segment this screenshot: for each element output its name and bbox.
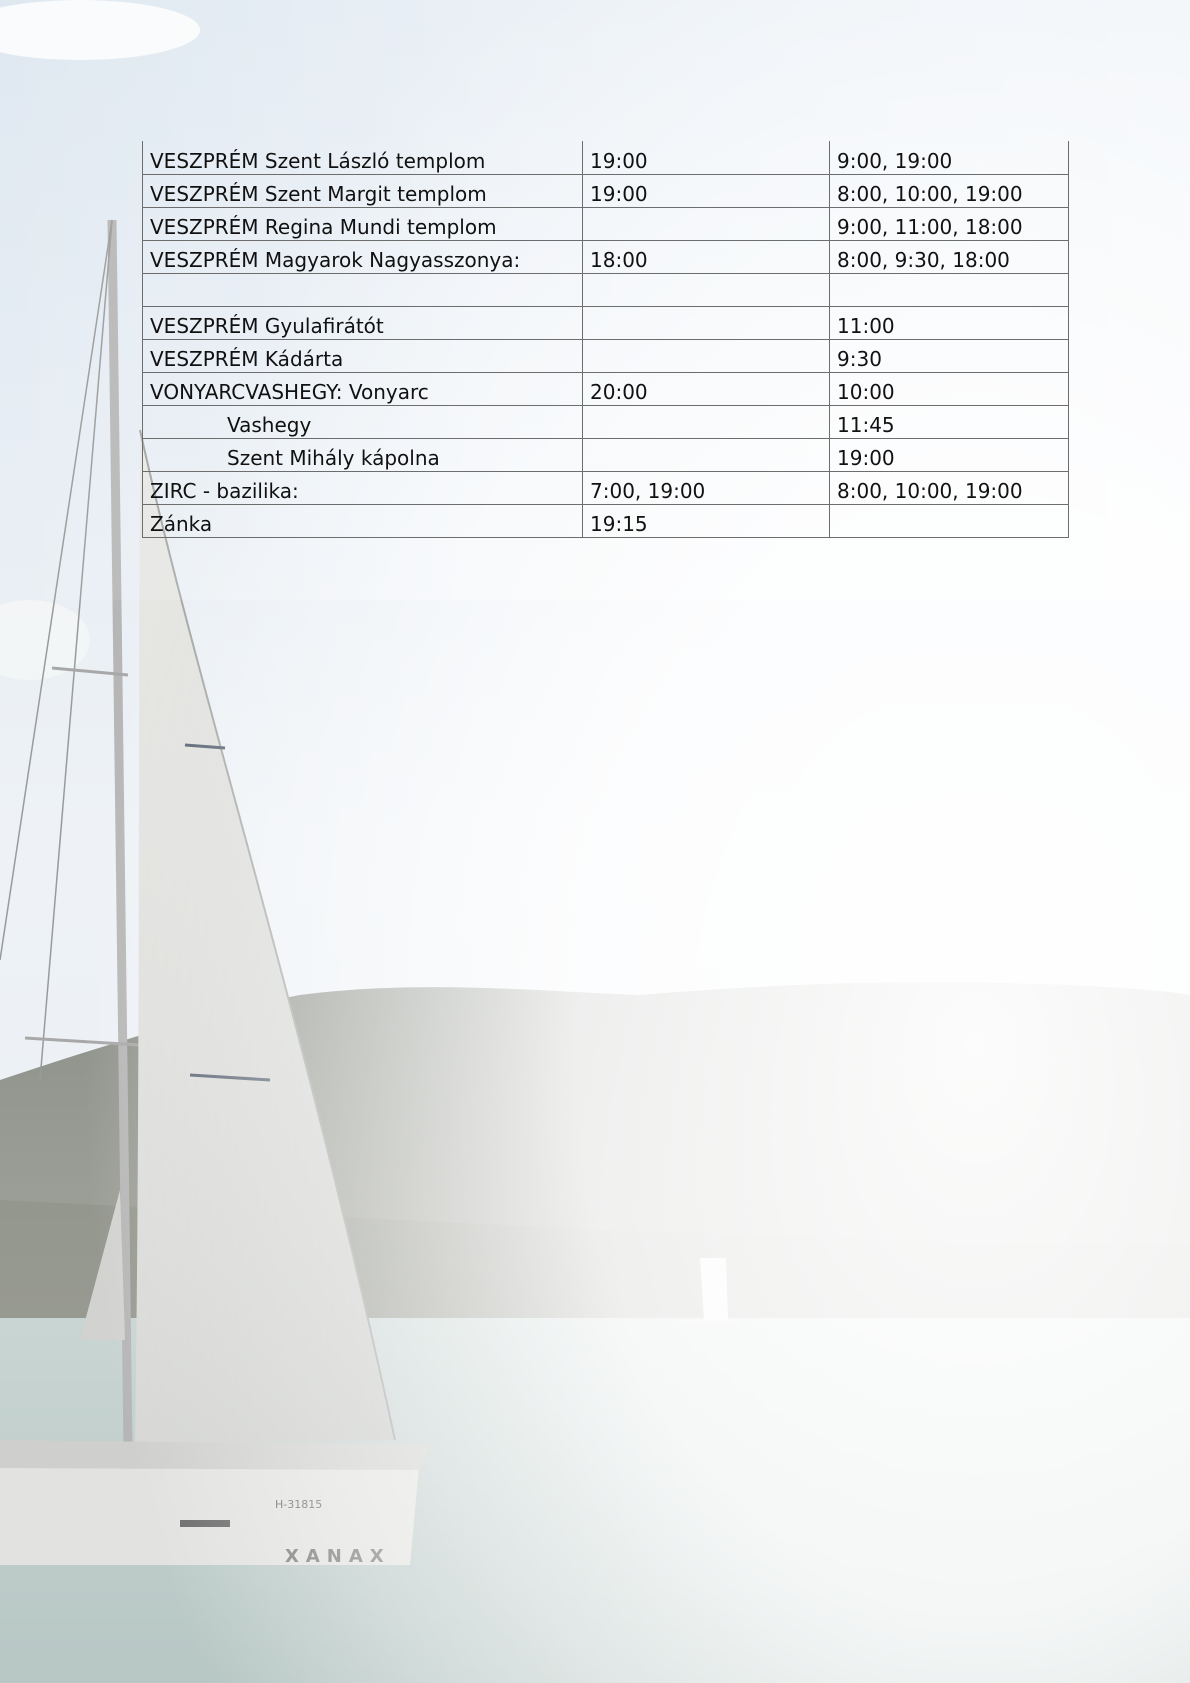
saturday-cell (583, 306, 830, 339)
saturday-cell: 7:00, 19:00 (583, 471, 830, 504)
place-cell: Zánka (143, 504, 583, 537)
sunday-cell: 8:00, 10:00, 19:00 (830, 471, 1069, 504)
sunday-cell (830, 504, 1069, 537)
sunday-cell: 9:00, 19:00 (830, 141, 1069, 174)
saturday-cell (583, 339, 830, 372)
schedule-row (143, 504, 1069, 537)
schedule-row (143, 174, 1069, 207)
schedule-row (143, 141, 1069, 174)
place-cell: VONYARCVASHEGY: Vonyarc (143, 372, 583, 405)
schedule-row (143, 339, 1069, 372)
place-cell: ZIRC - bazilika: (143, 471, 583, 504)
sunday-cell: 11:45 (830, 405, 1069, 438)
place-cell: VESZPRÉM Szent László templom (143, 141, 583, 174)
saturday-cell (583, 438, 830, 471)
saturday-cell: 19:00 (583, 141, 830, 174)
saturday-cell: 18:00 (583, 240, 830, 273)
place-cell: VESZPRÉM Kádárta (143, 339, 583, 372)
sunday-cell: 11:00 (830, 306, 1069, 339)
schedule-row (143, 471, 1069, 504)
schedule-row (143, 405, 1069, 438)
place-cell: Szent Mihály kápolna (143, 438, 583, 471)
schedule-row (143, 273, 1069, 306)
place-cell: VESZPRÉM Regina Mundi templom (143, 207, 583, 240)
saturday-cell: 19:15 (583, 504, 830, 537)
sunday-cell: 9:00, 11:00, 18:00 (830, 207, 1069, 240)
saturday-cell: 19:00 (583, 174, 830, 207)
place-cell: VESZPRÉM Magyarok Nagyasszonya: (143, 240, 583, 273)
saturday-cell (583, 273, 830, 306)
sunday-cell: 9:30 (830, 339, 1069, 372)
schedule-row (143, 240, 1069, 273)
saturday-cell: 20:00 (583, 372, 830, 405)
place-cell: VESZPRÉM Szent Margit templom (143, 174, 583, 207)
sunday-cell: 10:00 (830, 372, 1069, 405)
schedule-row (143, 306, 1069, 339)
saturday-cell (583, 207, 830, 240)
schedule-row (143, 438, 1069, 471)
place-cell (143, 273, 583, 306)
schedule-row (143, 207, 1069, 240)
sunday-cell: 8:00, 9:30, 18:00 (830, 240, 1069, 273)
sunday-cell: 19:00 (830, 438, 1069, 471)
sunday-cell (830, 273, 1069, 306)
place-cell: Vashegy (143, 405, 583, 438)
saturday-cell (583, 405, 830, 438)
mass-schedule-table (142, 141, 1069, 538)
schedule-row (143, 372, 1069, 405)
sunday-cell: 8:00, 10:00, 19:00 (830, 174, 1069, 207)
place-cell: VESZPRÉM Gyulafirátót (143, 306, 583, 339)
